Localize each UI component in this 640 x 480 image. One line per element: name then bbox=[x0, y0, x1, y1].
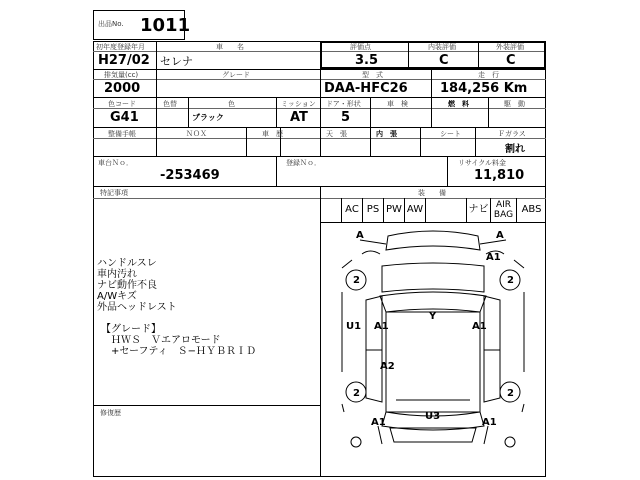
damage-wheel-fr: 2 bbox=[507, 275, 514, 286]
damage-rear-right: A1 bbox=[482, 417, 497, 428]
color-label: 色 bbox=[228, 100, 235, 108]
grade-remark-line: ＨＷＳ Ｖエアロモード bbox=[101, 335, 221, 346]
color-code-label: 色コード bbox=[108, 100, 136, 108]
grade-remark-line: 【グレード】 bbox=[101, 324, 161, 335]
damage-wheel-fl: 2 bbox=[353, 275, 360, 286]
ceiling-label: 天 張 bbox=[326, 130, 347, 138]
car-name-label: 車 名 bbox=[216, 43, 244, 51]
equip-aw: AW bbox=[404, 198, 425, 222]
damage-rear-quarter: A2 bbox=[380, 361, 395, 372]
damage-right-door: A1 bbox=[472, 321, 487, 332]
equip-pw: PW bbox=[383, 198, 404, 222]
reg-date-value: H27/02 bbox=[98, 53, 150, 68]
model-label: 型 式 bbox=[362, 71, 383, 79]
damage-roof: Y bbox=[429, 311, 437, 322]
registration-label: 登録Ｎｏ． bbox=[286, 159, 321, 167]
exterior-score-label: 外装評価 bbox=[496, 43, 524, 51]
inner-trim-label: 内 張 bbox=[376, 130, 397, 138]
drive-label: 駆 動 bbox=[504, 100, 525, 108]
score-label: 評価点 bbox=[350, 43, 371, 51]
damage-rear-left: A1 bbox=[371, 417, 386, 428]
interior-score-label: 内装評価 bbox=[428, 43, 456, 51]
color-change-label: 色替 bbox=[163, 100, 177, 108]
damage-left-side-u: U1 bbox=[346, 321, 362, 332]
mileage-label: 走 行 bbox=[478, 71, 499, 79]
equip-navi: ナビ bbox=[466, 198, 490, 222]
exterior-score-value: C bbox=[506, 53, 516, 68]
equip-abs: ABS bbox=[516, 198, 546, 222]
windshield-label: Ｆガラス bbox=[498, 130, 526, 138]
history-label: 車 歴 bbox=[262, 130, 283, 138]
damage-front-right-fender: A1 bbox=[486, 252, 501, 263]
equip-ac: AC bbox=[341, 198, 362, 222]
lot-number-value: 1011 bbox=[140, 15, 191, 36]
nox-label: ＮＯＸ bbox=[186, 130, 207, 138]
recycle-fee-value: 11,810 bbox=[474, 168, 525, 183]
displacement-value: 2000 bbox=[104, 81, 141, 96]
grade-remarks bbox=[101, 324, 256, 357]
seat-label: シート bbox=[440, 130, 461, 138]
remark-line: ナビ動作不良 bbox=[97, 280, 157, 291]
displacement-label: 排気量(cc) bbox=[104, 71, 139, 79]
equip-ps: PS bbox=[362, 198, 383, 222]
lot-number-label: 出品No. bbox=[98, 20, 124, 28]
damage-rear-bumper: U3 bbox=[425, 411, 441, 422]
remark-line: ハンドルスレ bbox=[97, 258, 157, 269]
damage-left-door: A1 bbox=[374, 321, 389, 332]
interior-score-value: C bbox=[439, 53, 449, 68]
grade-remark-line: +セーフティ Ｓ−ＨＹＢＲＩＤ bbox=[101, 346, 257, 357]
transmission-label: ミッション bbox=[281, 100, 316, 108]
remark-line: A/Wキズ bbox=[97, 291, 137, 302]
recycle-fee-label: リサイクル料金 bbox=[458, 159, 507, 167]
door-label: ドア・形状 bbox=[326, 100, 361, 108]
windshield-value: 割れ bbox=[505, 144, 525, 155]
equip-blank bbox=[425, 198, 466, 222]
chassis-value: -253469 bbox=[160, 168, 220, 183]
car-name-value: セレナ bbox=[160, 55, 193, 68]
remark-line: 外品ヘッドレスト bbox=[97, 302, 177, 313]
door-value: 5 bbox=[341, 110, 351, 125]
model-value: DAA-HFC26 bbox=[324, 81, 408, 96]
remarks-label: 特記事項 bbox=[100, 189, 128, 197]
damage-wheel-rl: 2 bbox=[353, 388, 360, 399]
color-code-value: G41 bbox=[110, 110, 139, 125]
chassis-label: 車台Ｎｏ． bbox=[98, 159, 133, 167]
damage-front-left: A bbox=[356, 230, 364, 241]
inspection-label: 車 検 bbox=[387, 100, 408, 108]
color-value: ブラック bbox=[192, 113, 224, 122]
remark-line: 車内汚れ bbox=[97, 269, 137, 280]
remarks-list bbox=[97, 258, 177, 313]
damage-wheel-rr: 2 bbox=[507, 388, 514, 399]
lot-number-box bbox=[93, 10, 191, 40]
equip-airbag: AIR BAG bbox=[490, 198, 516, 222]
reg-date-label: 初年度登録年月 bbox=[96, 43, 145, 51]
fuel-label: 燃 料 bbox=[448, 100, 469, 108]
repair-history-label: 修復歴 bbox=[100, 409, 121, 417]
car-damage-diagram bbox=[320, 222, 546, 477]
grade-label: グレード bbox=[222, 71, 250, 79]
transmission-value: AT bbox=[290, 110, 308, 125]
score-value: 3.5 bbox=[355, 53, 379, 68]
equipment-label: 装 備 bbox=[418, 189, 446, 197]
mileage-value: 184,256 Km bbox=[440, 81, 528, 96]
service-book-label: 整備手帳 bbox=[108, 130, 136, 138]
damage-front-right: A bbox=[496, 230, 504, 241]
